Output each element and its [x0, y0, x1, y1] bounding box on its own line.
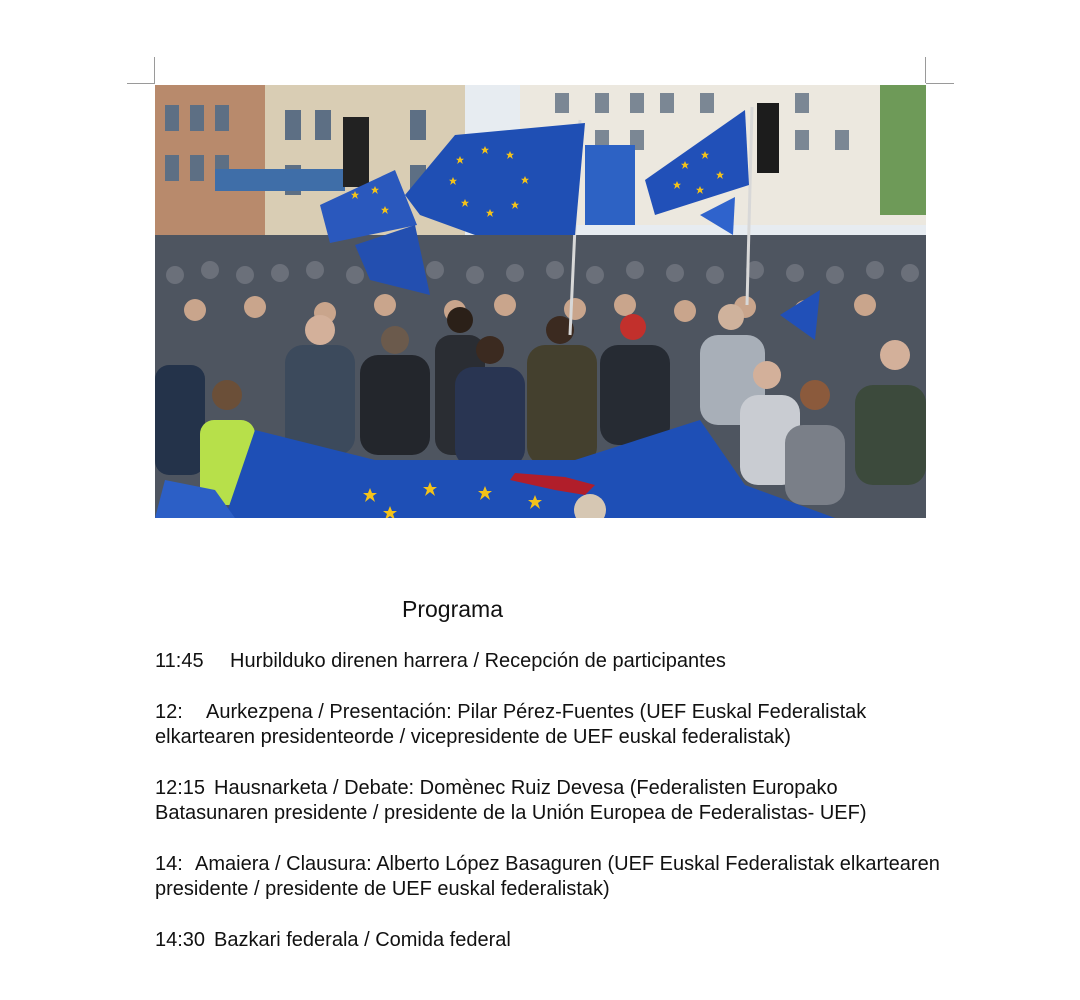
program-list: [155, 649, 945, 979]
program-item-time: 14:: [155, 853, 183, 875]
program-item: [155, 700, 945, 750]
program-title: Programa: [402, 596, 503, 622]
program-item-time: 14:30: [155, 929, 206, 951]
program-item: [155, 852, 945, 902]
crop-mark-top-left-h: [127, 83, 155, 84]
crop-mark-top-right-v: [925, 57, 926, 83]
rally-photo: [155, 85, 926, 518]
program-item-text: Hurbilduko direnen harrera / Recepción de participantes: [230, 650, 726, 672]
program-item-text: Amaiera / Clausura: Alberto López Basaguren (UEF Euskal Federalistak elkartearen presidente / presidente de UEF euskal federalistak): [155, 853, 940, 900]
program-item-time: 12:: [155, 701, 183, 723]
program-item: [155, 776, 945, 826]
program-item: [155, 649, 945, 674]
program-item-text: Hausnarketa / Debate: Domènec Ruiz Devesa (Federalisten Europako Batasunaren presidente / presidente de la Unión Europea de Federalistas- UEF): [155, 777, 867, 824]
program-item: [155, 928, 945, 953]
program-item-time: 12:15: [155, 777, 206, 799]
program-item-text: Aurkezpena / Presentación: Pilar Pérez-Fuentes (UEF Euskal Federalistak elkartearen presidenteorde / vicepresidente de UEF euskal federalistak): [155, 701, 867, 748]
program-item-text: Bazkari federala / Comida federal: [214, 929, 511, 951]
rally-photo-illustration: [155, 85, 926, 518]
crop-mark-top-left-v: [154, 57, 155, 83]
crop-mark-top-right-h: [926, 83, 954, 84]
program-item-time: 11:45: [155, 650, 204, 672]
